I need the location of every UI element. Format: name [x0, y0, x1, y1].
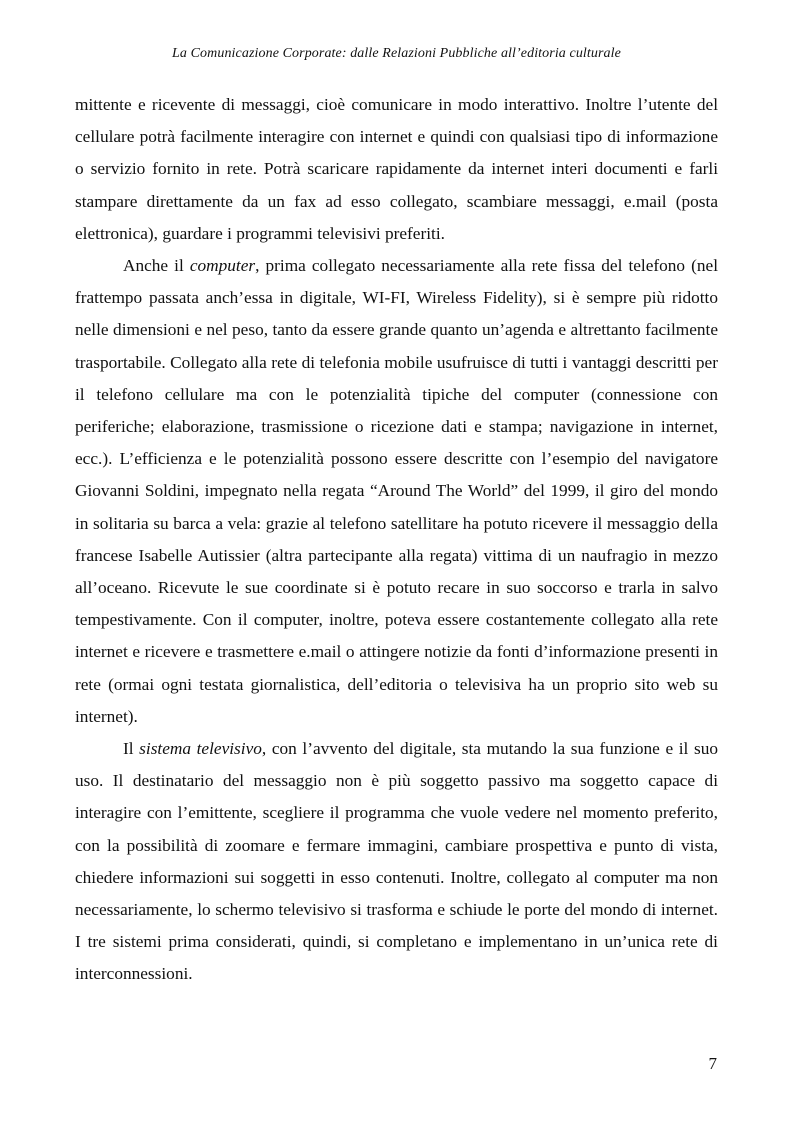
- paragraph-rest: , con l’avvento del digitale, sta mutando la sua funzione e il suo uso. Il destinatario del messaggio non è più soggetto passivo ma soggetto capace di interagire con l’emittente, scegliere il programma che vuole vedere nel momento preferito, con la possibilità di zoomare e fermare immagini, cambiare prospettiva e punto di vista, chiedere informazioni sui soggetti in esso contenuti. Inoltre, collegato al computer ma non necessariamente, lo schermo televisivo si trasforma e schiude le porte del mondo di internet. I tre sistemi prima considerati, quindi, si completano e implementano in un’unica rete di interconnessioni.: [75, 739, 718, 984]
- body-text: [75, 89, 718, 991]
- page-number: 7: [708, 1054, 717, 1073]
- paragraph-rest: , prima collegato necessariamente alla rete fissa del telefono (nel frattempo passata anch’essa in digitale, WI-FI, Wireless Fidelity), si è sempre più ridotto nelle dimensioni e nel peso, tanto da essere grande quanto un’agenda e altrettanto facilmente trasportabile. Collegato alla rete di telefonia mobile usufruisce di tutti i vantaggi descritti per il telefono cellulare ma con le potenzialità tipiche del computer (connessione con periferiche; elaborazione, trasmissione o ricezione dati e stampa; navigazione in internet, ecc.). L’efficienza e le potenzialità possono essere descritte con l’esempio del navigatore Giovanni Soldini, impegnato nella regata “Around The World” del 1999, il giro del mondo in solitaria su barca a vela: grazie al telefono satellitare ha potuto ricevere il messaggio della francese Isabelle Autissier (altra partecipante alla regata) vittima di un naufragio in mezzo all’oceano. Ricevute le sue coordinate si è potuto recare in suo soccorso e trarla in salvo tempestivamente. Con il computer, inoltre, poteva essere costantemente collegato alla rete internet e ricevere e trasmettere e.mail o attingere notizie da fonti d’informazione presenti in rete (ormai ogni testata giornalistica, dell’editoria o televisiva ha un proprio sito web su internet).: [75, 256, 718, 726]
- emphasis-sistema-televisivo: sistema televisivo: [139, 739, 262, 759]
- paragraph-television: [75, 733, 718, 991]
- paragraph-lead: Anche il: [123, 256, 190, 276]
- paragraph-continuation: mittente e ricevente di messaggi, cioè comunicare in modo interattivo. Inoltre l’utente del cellulare potrà facilmente interagire con internet e quindi con qualsiasi tipo di informazione o servizio fornito in rete. Potrà scaricare rapidamente da internet interi documenti e farli stampare direttamente da un fax ad esso collegato, scambiare messaggi, e.mail (posta elettronica), guardare i programmi televisivi preferiti.: [75, 95, 718, 243]
- paragraph-lead: Il: [123, 739, 140, 759]
- emphasis-computer: computer: [189, 256, 256, 276]
- running-header: La Comunicazione Corporate: dalle Relazioni Pubbliche all’editoria culturale: [172, 46, 621, 61]
- paragraph-computer: [75, 250, 718, 733]
